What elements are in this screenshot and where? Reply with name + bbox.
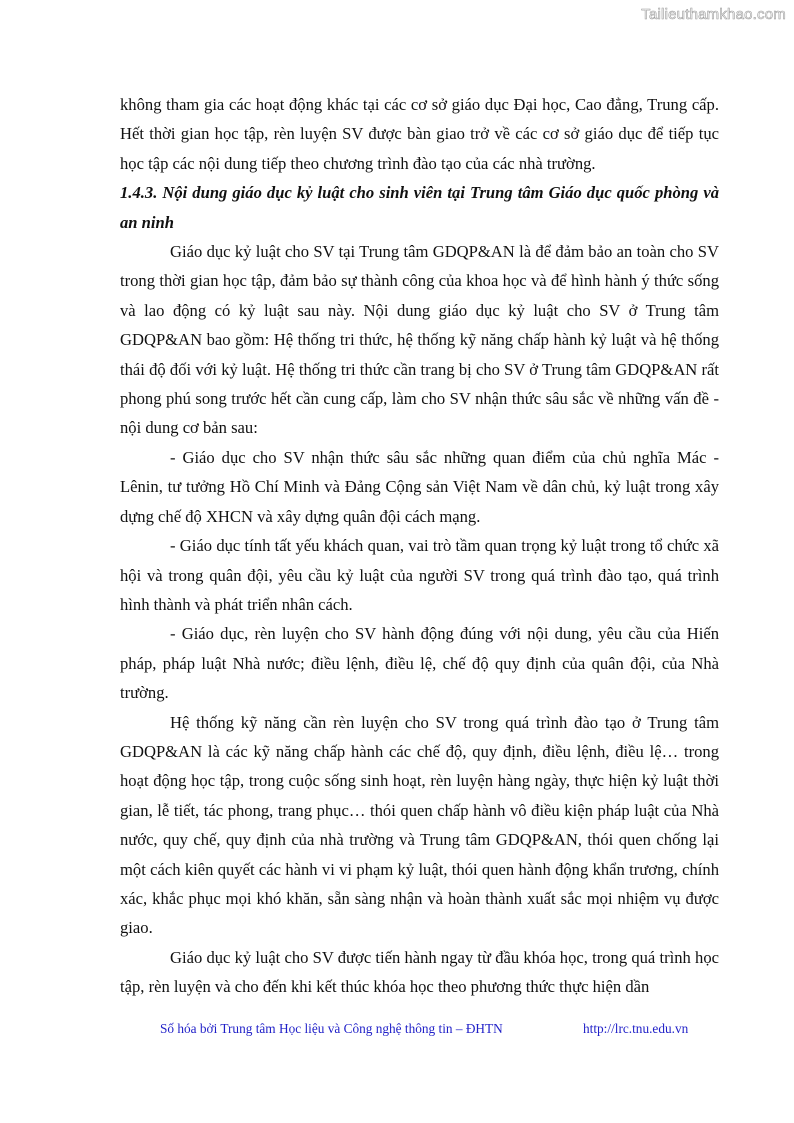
paragraph: Giáo dục kỷ luật cho SV được tiến hành ngay từ đầu khóa học, trong quá trình học tập, rèn luyện và cho đến khi kết thúc khóa học theo phương thức thực hiện dần — [120, 947, 719, 997]
paragraph: Giáo dục kỷ luật cho SV tại Trung tâm GDQP&AN là để đảm bảo an toàn cho SV trong thời gian học tập, đảm bảo sự thành công của khoa học và để hình hành ý thức sống và lao động có kỷ luật sau này. Nội dung giáo dục kỷ luật cho SV ở Trung tâm GDQP&AN bao gồm: Hệ thống tri thức, hệ thống kỹ năng chấp hành kỷ luật và hệ thống thái độ đối với kỷ luật. Hệ thống tri thức cần trang bị cho SV ở Trung tâm GDQP&AN rất phong phú song trước hết cần cung cấp, làm cho SV nhận thức sâu sắc về những vấn đề - nội dung cơ bản sau: — [120, 242, 719, 438]
paragraph: Hệ thống kỹ năng cần rèn luyện cho SV trong quá trình đào tạo ở Trung tâm GDQP&AN là các kỹ năng chấp hành các chế độ, quy định, điều lệnh, điều lệ… trong hoạt động học tập, trong cuộc sống sinh hoạt, rèn luyện hàng ngày, thực hiện kỷ luật thời gian, lễ tiết, tác phong, trang phục… thói quen chấp hành vô điều kiện pháp luật của Nhà nước, quy chế, quy định của nhà trường và Trung tâm GDQP&AN, thói quen chống lại một cách kiên quyết các hành vi vi phạm kỷ luật, thói quen hành động khẩn trương, chính xác, khắc phục mọi khó khăn, sẵn sàng nhận và hoàn thành xuất sắc mọi nhiệm vụ được giao. — [120, 712, 719, 938]
footer-url-link[interactable]: http://lrc.tnu.edu.vn — [583, 1021, 689, 1036]
bullet-paragraph: - Giáo dục, rèn luyện cho SV hành động đúng với nội dung, yêu cầu của Hiến pháp, pháp luật Nhà nước; điều lệnh, điều lệ, chế độ quy định của quân đội, của Nhà trường. — [120, 624, 719, 703]
bullet-paragraph: - Giáo dục cho SV nhận thức sâu sắc những quan điểm của chủ nghĩa Mác - Lênin, tư tưởng Hồ Chí Minh và Đảng Cộng sản Việt Nam về dân chủ, kỷ luật trong xây dựng chế độ XHCN và xây dựng quân đội cách mạng. — [120, 447, 719, 526]
watermark: Tailieuthamkhao.com — [641, 6, 786, 23]
bullet-paragraph: - Giáo dục tính tất yếu khách quan, vai trò tầm quan trọng kỷ luật trong tổ chức xã hội và trong quân đội, yêu cầu kỷ luật của người SV trong quá trình đào tạo, quá trình hình thành và phát triển nhân cách. — [120, 536, 719, 614]
footer-credit: Số hóa bởi Trung tâm Học liệu và Công nghệ thông tin – ĐHTN — [160, 1021, 503, 1036]
section-heading: 1.4.3. Nội dung giáo dục kỷ luật cho sinh viên tại Trung tâm Giáo dục quốc phòng và an ninh — [120, 183, 719, 232]
paragraph: không tham gia các hoạt động khác tại các cơ sở giáo dục Đại học, Cao đẳng, Trung cấp. Hết thời gian học tập, rèn luyện SV được bàn giao trở về các cơ sở giáo dục để tiếp tục học tập các nội dung tiếp theo chương trình đào tạo của các nhà trường. — [120, 95, 719, 173]
page-body — [120, 90, 719, 1002]
page-footer — [160, 1021, 700, 1037]
